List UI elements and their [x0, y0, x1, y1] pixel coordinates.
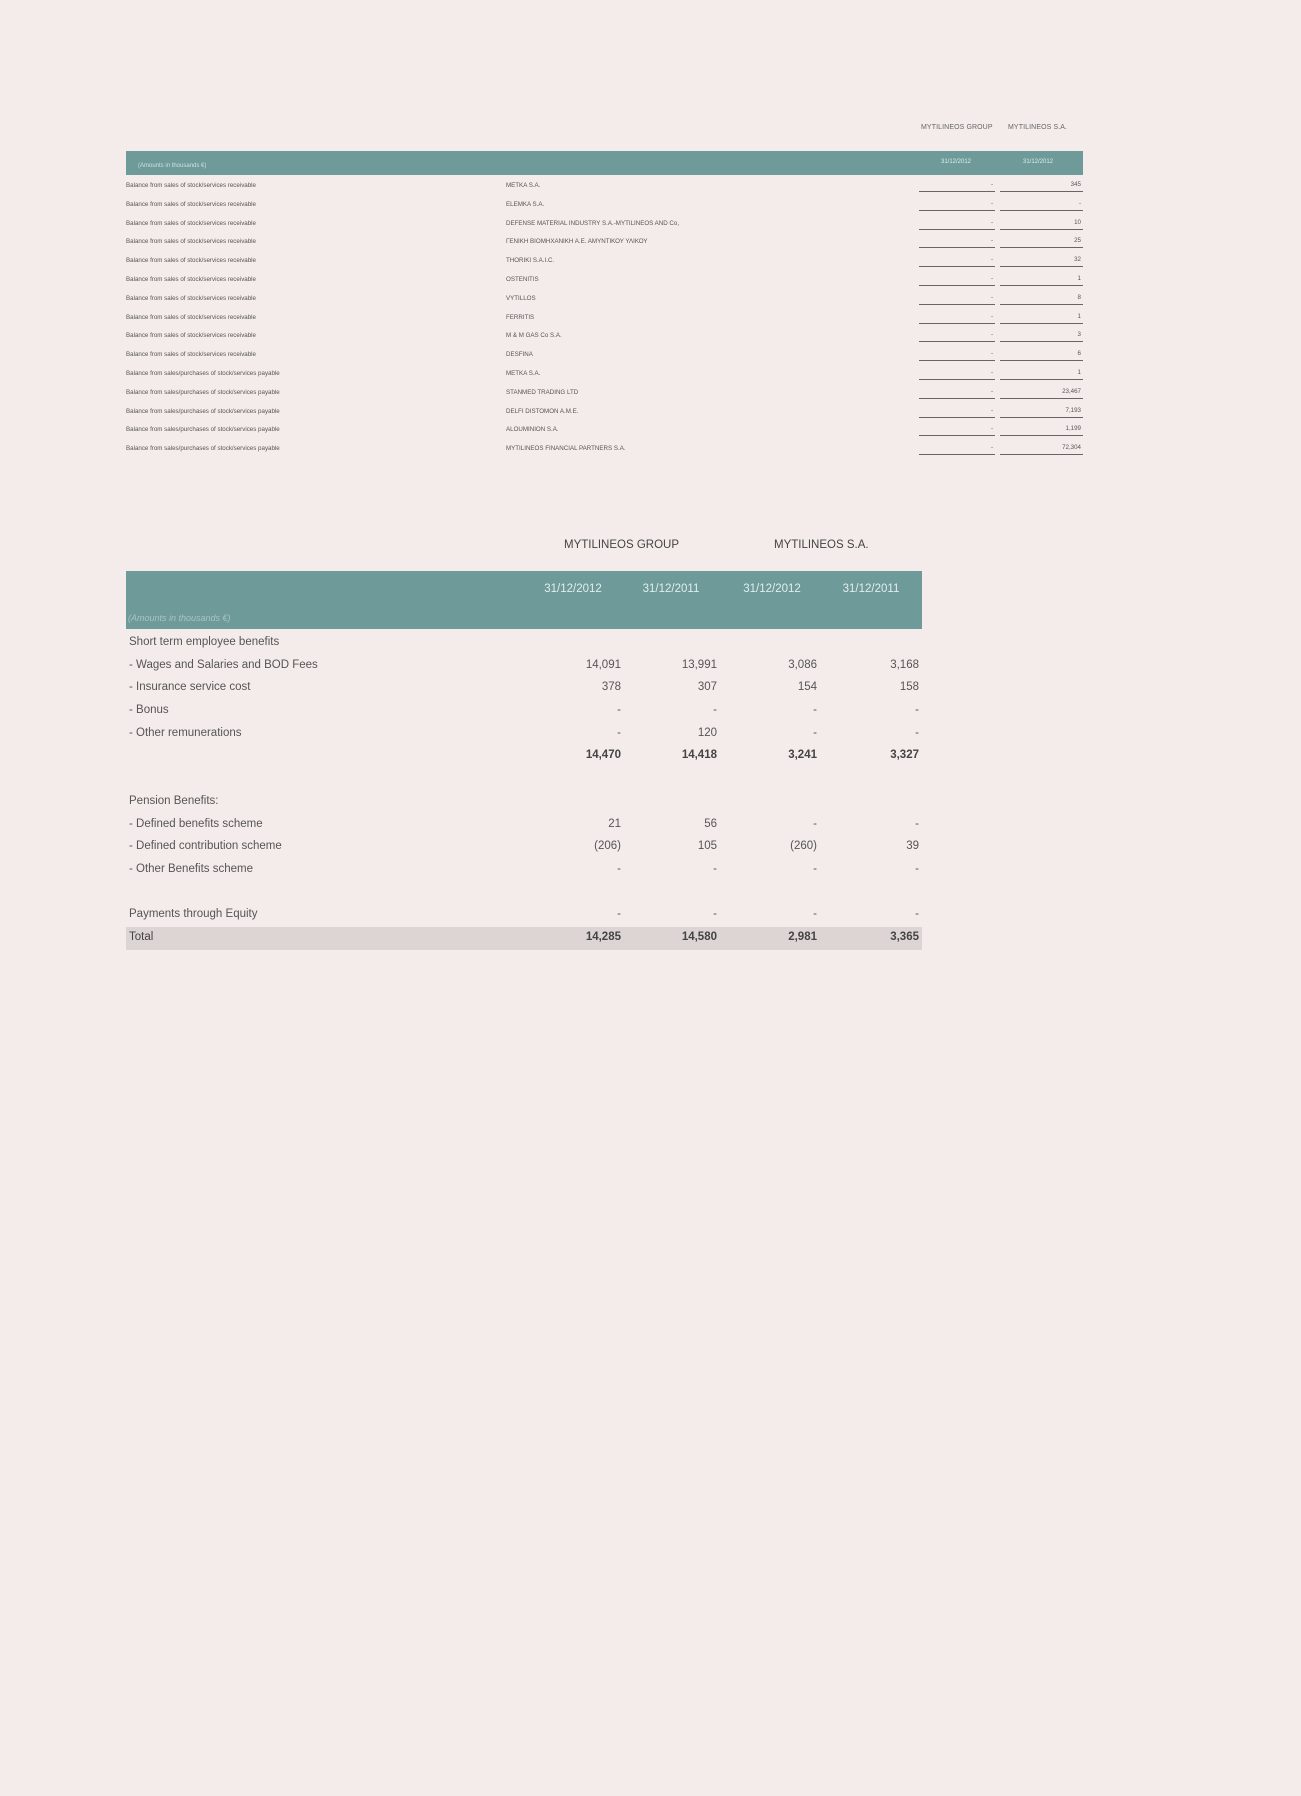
- table-row: [126, 195, 1083, 214]
- group-value: -: [919, 256, 995, 267]
- date-header: 31/12/2012: [743, 583, 801, 595]
- related-party-name: ALOUMINION S.A.: [506, 426, 559, 434]
- company-date-header: 31/12/2012: [1022, 159, 1054, 165]
- group-date-header: 31/12/2012: [940, 159, 972, 165]
- group-value: -: [919, 294, 995, 305]
- company-value: -: [1000, 200, 1083, 211]
- related-party-name: FERRITIS: [506, 313, 535, 321]
- management-remuneration-table: [126, 632, 922, 950]
- group-value: -: [919, 350, 995, 361]
- table-row: [126, 402, 1083, 421]
- company-value: 32: [1000, 256, 1083, 267]
- table-row: - Defined benefits scheme 21 56 - -: [129, 817, 919, 830]
- related-party-name: METKA S.A.: [506, 182, 541, 189]
- balance-description: Balance from sales of stock/services receivable: [126, 275, 256, 283]
- group-value: -: [919, 237, 995, 248]
- company-value: 1: [1000, 369, 1083, 380]
- spacer: [126, 882, 922, 905]
- date-header: 31/12/2011: [642, 583, 700, 595]
- balance-description: Balance from sales of stock/services receivable: [126, 200, 256, 208]
- balance-description: Balance from sales/purchases of stock/services payable: [126, 388, 280, 396]
- group-value: -: [919, 407, 995, 418]
- related-party-name: ELEMKA S.A.: [506, 200, 545, 208]
- table-row: [126, 251, 1083, 270]
- date-header: 31/12/2011: [842, 583, 900, 595]
- group-header: MYTILINEOS GROUP: [564, 539, 680, 551]
- table-row: [126, 176, 1083, 195]
- company-value: 1: [1000, 275, 1083, 286]
- spacer: [126, 768, 922, 791]
- related-party-name: DESFINA: [506, 351, 533, 359]
- company-value: 25: [1000, 237, 1083, 248]
- section-heading-pension: Pension Benefits:: [129, 794, 219, 807]
- related-party-name: M & M GAS Co S.A.: [506, 332, 562, 340]
- balance-description: Balance from sales/purchases of stock/services payable: [126, 445, 280, 453]
- group-value: -: [919, 388, 995, 399]
- section-heading-short-term: Short term employee benefits: [129, 636, 280, 648]
- total-row: Total 14,285 14,580 2,981 3,365: [126, 927, 922, 950]
- group-value: -: [919, 444, 995, 455]
- table-row: - Defined contribution scheme (206) 105 (260) 39: [129, 840, 919, 853]
- group-value: -: [919, 369, 995, 380]
- amounts-label: (Amounts in thousands €): [138, 163, 207, 169]
- group-value: -: [919, 219, 995, 230]
- amounts-label: (Amounts in thousands €): [128, 613, 231, 623]
- table-row: - Other Benefits scheme - - - -: [129, 862, 919, 875]
- company-value: 345: [1000, 181, 1083, 192]
- balance-description: Balance from sales of stock/services receivable: [126, 257, 256, 265]
- related-party-name: OSTENITIS: [506, 275, 539, 283]
- related-party-name: THORIKI S.A.I.C.: [506, 257, 555, 265]
- group-header: MYTILINEOS GROUP: [921, 124, 993, 131]
- table-row: [126, 289, 1083, 308]
- related-party-balances-table: [126, 176, 1083, 458]
- balance-description: Balance from sales/purchases of stock/services payable: [126, 426, 280, 434]
- company-value: 23,467: [1000, 388, 1083, 399]
- table-row: - Insurance service cost 378 307 154 158: [129, 681, 919, 694]
- balance-description: Balance from sales of stock/services receivable: [126, 294, 256, 302]
- related-party-name: STANMED TRADING LTD: [506, 388, 579, 396]
- balance-description: Balance from sales/purchases of stock/services payable: [126, 407, 280, 415]
- table-row: - Wages and Salaries and BOD Fees 14,091 13,991 3,086 3,168: [129, 658, 919, 671]
- company-value: 6: [1000, 350, 1083, 361]
- table-row: [126, 270, 1083, 289]
- company-value: 3: [1000, 331, 1083, 342]
- balance-description: Balance from sales of stock/services receivable: [126, 351, 256, 359]
- table-row: [126, 420, 1083, 439]
- company-value: 1: [1000, 313, 1083, 324]
- table-row: - Bonus - - - -: [129, 704, 919, 717]
- company-value: 7,193: [1000, 407, 1083, 418]
- management-remuneration-header-bar: [126, 571, 922, 629]
- company-value: 8: [1000, 294, 1083, 305]
- group-value: -: [919, 331, 995, 342]
- table-row: - Other remunerations - 120 - -: [129, 726, 919, 739]
- balance-description: Balance from sales of stock/services receivable: [126, 332, 256, 340]
- subtotal-row: 14,470 14,418 3,241 3,327: [585, 749, 919, 762]
- table-row: [126, 232, 1083, 251]
- balance-description: Balance from sales of stock/services receivable: [126, 238, 256, 246]
- table-row: [126, 214, 1083, 233]
- group-value: -: [919, 425, 995, 436]
- related-party-name: MYTILINEOS FINANCIAL PARTNERS S.A.: [506, 445, 626, 453]
- group-value: -: [919, 313, 995, 324]
- related-party-name: DELFI DISTOMON A.M.E.: [506, 407, 579, 415]
- group-value: -: [919, 275, 995, 286]
- table-row: [126, 439, 1083, 458]
- company-value: 72,304: [1000, 444, 1083, 455]
- date-header: 31/12/2012: [544, 583, 602, 595]
- company-value: 1,199: [1000, 425, 1083, 436]
- related-party-name: DEFENSE MATERIAL INDUSTRY S.A.-MYTILINEOS AND Co,: [506, 219, 680, 227]
- balance-description: Balance from sales of stock/services receivable: [126, 182, 256, 189]
- group-value: -: [919, 181, 995, 192]
- group-value: -: [919, 200, 995, 211]
- related-party-header-bar: [126, 151, 1083, 175]
- related-party-name: ΓΕΝΙΚΗ ΒΙΟΜΗΧΑΝΙΚΗ Α.Ε. ΑΜΥΝΤΙΚΟΥ ΥΛΙΚΟΥ: [506, 238, 648, 246]
- table-row: [126, 383, 1083, 402]
- related-party-name: VYTILLOS: [506, 294, 536, 302]
- table-row: [126, 326, 1083, 345]
- related-party-name: METKA S.A.: [506, 369, 541, 377]
- company-header: MYTILINEOS S.A.: [1008, 124, 1068, 131]
- balance-description: Balance from sales/purchases of stock/services payable: [126, 369, 280, 377]
- table-row: [126, 345, 1083, 364]
- table-row: [126, 364, 1083, 383]
- related-party-column-headers: [916, 124, 1082, 138]
- company-value: 10: [1000, 219, 1083, 230]
- table-row: [126, 308, 1083, 327]
- balance-description: Balance from sales of stock/services receivable: [126, 219, 256, 227]
- company-header: MYTILINEOS S.A.: [774, 539, 869, 551]
- balance-description: Balance from sales of stock/services receivable: [126, 313, 256, 321]
- equity-payments-row: Payments through Equity - - - -: [129, 908, 919, 921]
